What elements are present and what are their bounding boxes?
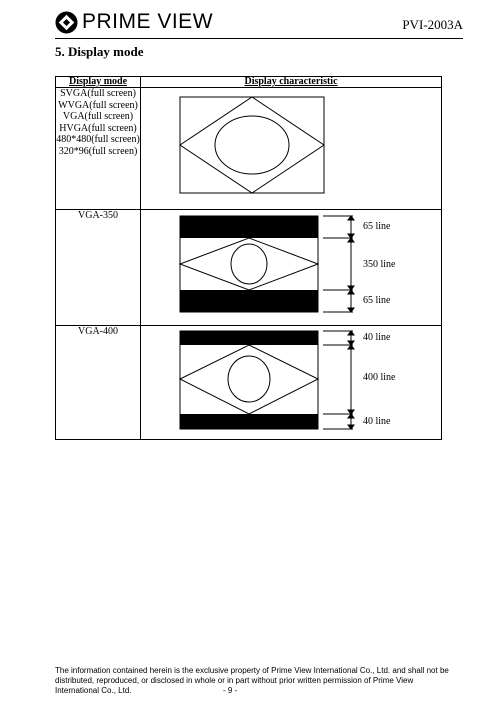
dimension-label-middle: 350 line [363, 259, 396, 270]
brand-name: PRIME VIEW [82, 10, 214, 33]
table-header-row [56, 77, 442, 88]
diagram-cell [141, 88, 442, 210]
dimension-label-top: 40 line [363, 332, 391, 343]
vga-400-diagram [141, 326, 442, 439]
diamond-shape [180, 345, 318, 414]
vga-350-diagram [141, 210, 442, 325]
prime-view-logo-icon [55, 11, 78, 34]
mode-cell [56, 326, 141, 440]
top-black-band [180, 216, 318, 238]
section-title: 5. Display mode [55, 44, 144, 59]
header-display-characteristic: Display characteristic [141, 77, 442, 88]
page-number: - 9 - [223, 686, 238, 695]
top-black-band [180, 331, 318, 345]
dimension-label-top: 65 line [363, 221, 391, 232]
screen-frame [180, 97, 324, 193]
display-mode-table [55, 76, 442, 440]
diagram-cell [141, 210, 442, 326]
mode-wvga: WVGA(full screen) [58, 99, 138, 111]
full-screen-diagram [141, 88, 442, 209]
dimension-label-bottom: 40 line [363, 416, 391, 427]
dimension-arrows [323, 331, 354, 429]
footer-disclaimer: The information contained herein is the exclusive property of Prime View International Co., Ltd. and shall not be distributed, reproduced, or disclosed in whole or in part without prior written permission of Prime View International Co., Ltd. [55, 666, 449, 695]
diamond-shape [180, 97, 324, 193]
mode-cell [56, 88, 141, 210]
table-row [56, 326, 442, 440]
diagram-cell [141, 326, 442, 440]
mode-vga-350: VGA-350 [78, 210, 118, 221]
header-display-mode: Display mode [56, 77, 141, 88]
table-row [56, 210, 442, 326]
circle-shape [215, 116, 289, 174]
mode-svga: SVGA(full screen) [60, 88, 136, 99]
mode-hvga: HVGA(full screen) [59, 122, 137, 134]
mode-320x96: 320*96(full screen) [58, 145, 138, 157]
page-header [55, 8, 463, 40]
document-number: PVI-2003A [402, 17, 463, 32]
mode-cell [56, 210, 141, 326]
header-divider [55, 38, 463, 39]
mode-vga-400: VGA-400 [78, 326, 118, 337]
mode-vga: VGA(full screen) [62, 111, 134, 122]
diamond-shape [180, 238, 318, 290]
bottom-black-band [180, 290, 318, 312]
dimension-label-middle: 400 line [363, 372, 396, 383]
table-row [56, 88, 442, 210]
mode-480x480: 480*480(full screen) [56, 134, 140, 145]
bottom-black-band [180, 414, 318, 429]
circle-shape [231, 244, 267, 284]
circle-shape [228, 356, 270, 402]
dimension-arrows [323, 216, 354, 312]
dimension-label-bottom: 65 line [363, 295, 391, 306]
